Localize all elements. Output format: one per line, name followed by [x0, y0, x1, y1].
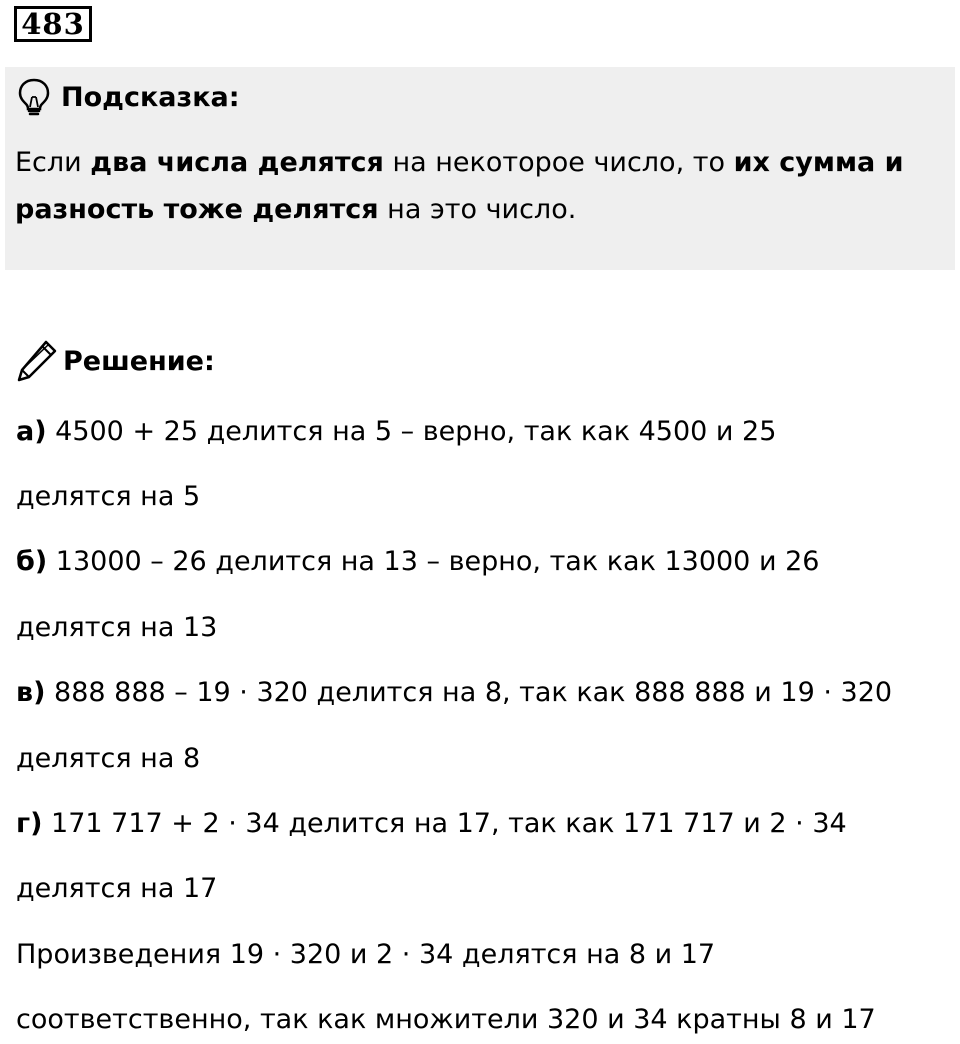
solution-item-b-line1: б) 13000 – 26 делится на 13 – верно, так как 13000 и 26 — [16, 546, 820, 577]
hint-title: Подсказка: — [61, 81, 240, 113]
hint-box — [5, 67, 955, 270]
solution-item-c-line1: в) 888 888 – 19 · 320 делится на 8, так как 888 888 и 19 · 320 — [16, 677, 893, 708]
solution-item-d-line2: делятся на 17 — [16, 873, 218, 904]
solution-header — [16, 338, 215, 384]
solution-item-a-line2: делятся на 5 — [16, 481, 201, 512]
pencil-icon — [16, 339, 58, 383]
solution-item-b-line2: делятся на 13 — [16, 612, 218, 643]
solution-item-d-line1: г) 171 717 + 2 · 34 делится на 17, так как 171 717 и 2 · 34 — [16, 808, 847, 839]
solution-item-a-line1: а) 4500 + 25 делится на 5 – верно, так как 4500 и 25 — [16, 416, 777, 447]
hint-text: Если два числа делятся на некоторое число, то их сумма и разность тоже делятся на это число. — [15, 147, 904, 225]
solution-note-line2: соответственно, так как множители 320 и 34 кратны 8 и 17 — [16, 1004, 876, 1035]
solution-item-c-line2: делятся на 8 — [16, 743, 201, 774]
lightbulb-icon — [17, 77, 51, 117]
hint-header — [17, 77, 240, 117]
task-number: 483 — [14, 6, 92, 42]
solution-note-line1: Произведения 19 · 320 и 2 · 34 делятся на 8 и 17 — [16, 939, 716, 970]
solution-title: Решение: — [63, 345, 215, 377]
